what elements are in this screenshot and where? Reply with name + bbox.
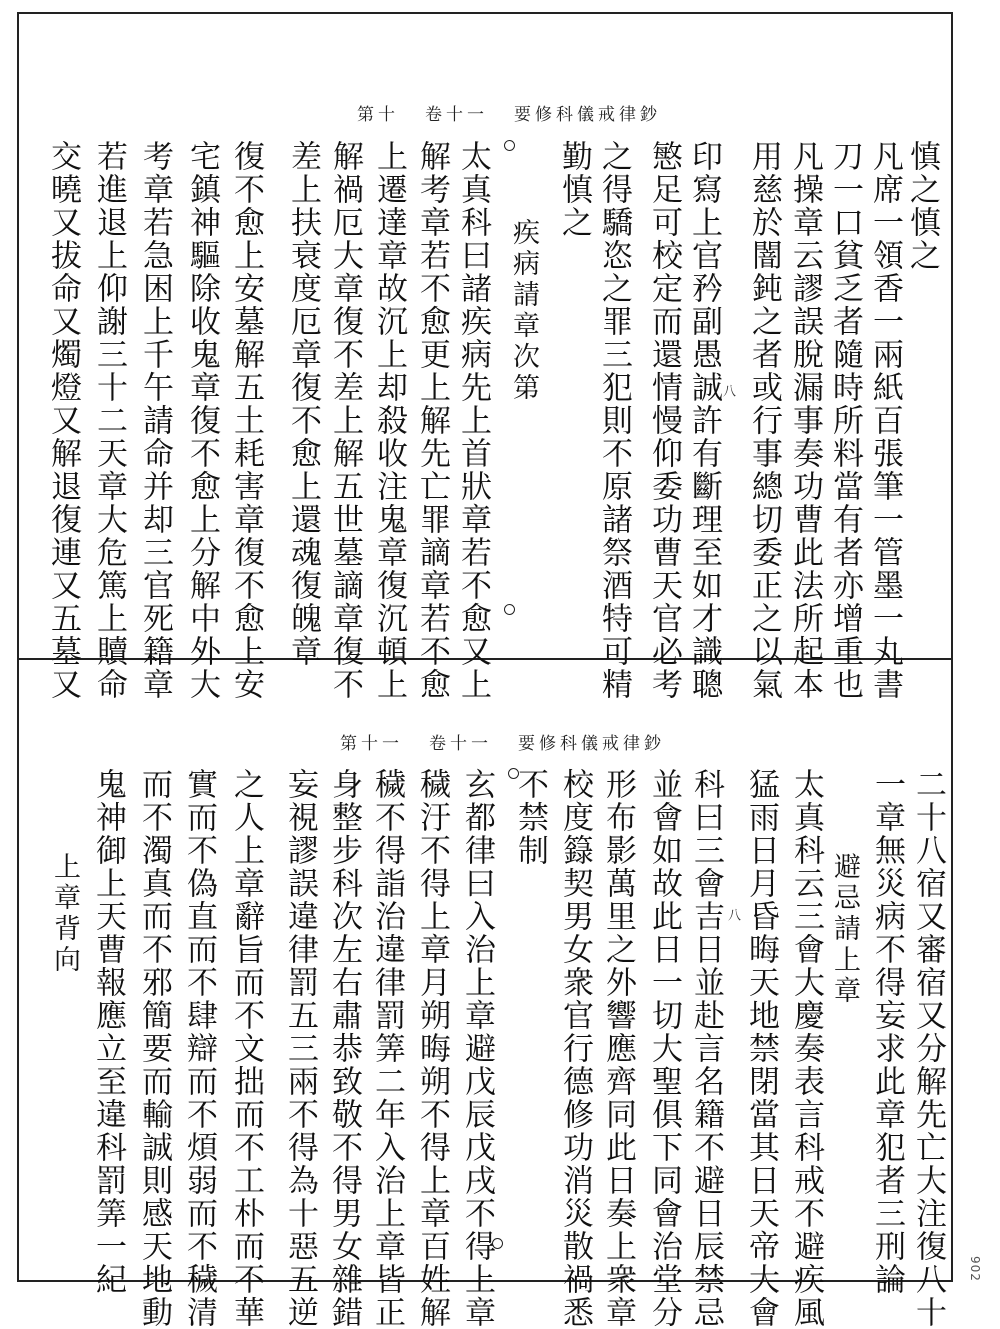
top-col-7: 慜足可校定而還情慢仰委功曹天官必考 [646, 140, 682, 701]
top-col-4: 凡操章云謬誤脫漏事奏功曹此法所起本 [787, 140, 823, 701]
page-number: 902 [968, 1256, 982, 1282]
bottom-col-8: 形布影萬里之外響應齊同此日奏上衆章 [600, 768, 636, 1329]
bottom-margin-mark: 八 [725, 908, 740, 921]
bottom-paragraph-mark-1 [508, 768, 519, 779]
top-paragraph-mark-2 [504, 604, 515, 615]
top-col-10-heading: 疾病請章次第 [508, 218, 539, 404]
bottom-header-title: 要修科儀戒律鈔 [518, 734, 665, 754]
bottom-col-14: 身整步科次左右肅恭致敬不得男女雜錯 [326, 768, 362, 1329]
bottom-col-19: 鬼神御上天曹報應立至違科罰筭一紀 [90, 768, 126, 1296]
top-col-13: 上遷達章故沉上却殺收注鬼章復沉頓上 [371, 140, 407, 701]
bottom-col-18: 而不濁真而不邪簡要而輸誠則感天地動 [136, 768, 172, 1329]
bottom-page-header [340, 729, 665, 754]
bottom-paragraph-mark-2 [492, 1238, 503, 1249]
top-col-19: 若進退上仰謝三十二天章大危篤上贖命 [91, 140, 127, 701]
top-col-11: 太真科曰諸疾病先上首狀章若不愈又上 [455, 140, 491, 701]
bottom-col-5: 猛雨日月昏晦天地禁閉當其日天帝大會 [743, 768, 779, 1329]
top-header-volume: 卷十一 [425, 105, 488, 125]
bottom-col-11: 玄都律曰入治上章避戊辰戊戌不得上章 [459, 768, 495, 1329]
bottom-col-15: 妄視謬誤違律罰五三兩不得為十惡五逆 [282, 768, 318, 1329]
top-col-14: 解禍厄大章復不差上解五世墓謫章復不 [327, 140, 363, 701]
bottom-col-6: 科曰三會吉日並赴言名籍不避日辰禁忌 [688, 768, 724, 1329]
bottom-col-7: 並會如故此日一切大聖俱下同會治堂分 [646, 768, 682, 1329]
bottom-col-3-heading: 避忌請上章 [829, 852, 860, 1007]
top-col-15: 差上扶衰度厄章復不愈上還魂復魄章 [285, 140, 321, 668]
top-paragraph-mark-1 [504, 140, 515, 151]
bottom-header-section: 第十一 [340, 734, 403, 754]
top-col-17: 宅鎮神驅除收鬼章復不愈上分解中外大 [184, 140, 220, 701]
top-header-title: 要修科儀戒律鈔 [514, 105, 661, 125]
bottom-col-1: 二十八宿又審宿又分解先亡大注復八十 [910, 768, 946, 1329]
bottom-header-volume: 卷十一 [429, 734, 492, 754]
top-col-3: 刀一口貧乏者隨時所料當有者亦增重也 [827, 140, 863, 701]
top-col-16: 復不愈上安墓解五土耗害章復不愈上安 [228, 140, 264, 701]
top-margin-mark: 八 [720, 384, 735, 397]
bottom-col-13: 穢不得詣治違律罰筭二年入治上章皆正 [369, 768, 405, 1329]
bottom-col-16: 之人上章辭旨而不文拙而不工朴而不華 [228, 768, 264, 1329]
top-col-20: 交曉又拔命又燭燈又解退復連又五墓又 [45, 140, 81, 701]
top-col-6: 印寫上官矜副愚誠許有斷理至如才識聰 [686, 140, 722, 701]
top-col-5: 用慈於闇鈍之者或行事總切委正之以氣 [746, 140, 782, 701]
bottom-col-12: 穢汙不得上章月朔晦朔不得上章百姓解 [414, 768, 450, 1329]
top-header-section: 第十 [357, 105, 399, 125]
top-col-8: 之得驕恣之罪三犯則不原諸祭酒特可精 [596, 140, 632, 701]
bottom-col-4: 太真科云三會大慶奏表言科戒不避疾風 [788, 768, 824, 1329]
top-col-9: 勤慎之 [556, 140, 592, 239]
top-page-header [357, 100, 661, 125]
top-col-2: 凡席一領香一兩紙百張筆一管墨一丸書 [867, 140, 903, 701]
top-col-12: 解考章若不愈更上解先亡罪謫章若不愈 [414, 140, 450, 701]
top-col-18: 考章若急困上千午請命并却三官死籍章 [137, 140, 173, 701]
bottom-col-10: 不禁制 [512, 768, 548, 867]
bottom-col-9: 校度籙契男女衆官行德修功消災散禍悉 [557, 768, 593, 1329]
top-col-1: 慎之慎之 [904, 140, 940, 272]
bottom-col-20-heading: 上章背向 [49, 852, 80, 976]
bottom-col-2: 一章無災病不得妄求此章犯者三刑論 [869, 768, 905, 1296]
bottom-col-17: 實而不偽直而不肆辯而不煩弱而不穢清 [181, 768, 217, 1329]
